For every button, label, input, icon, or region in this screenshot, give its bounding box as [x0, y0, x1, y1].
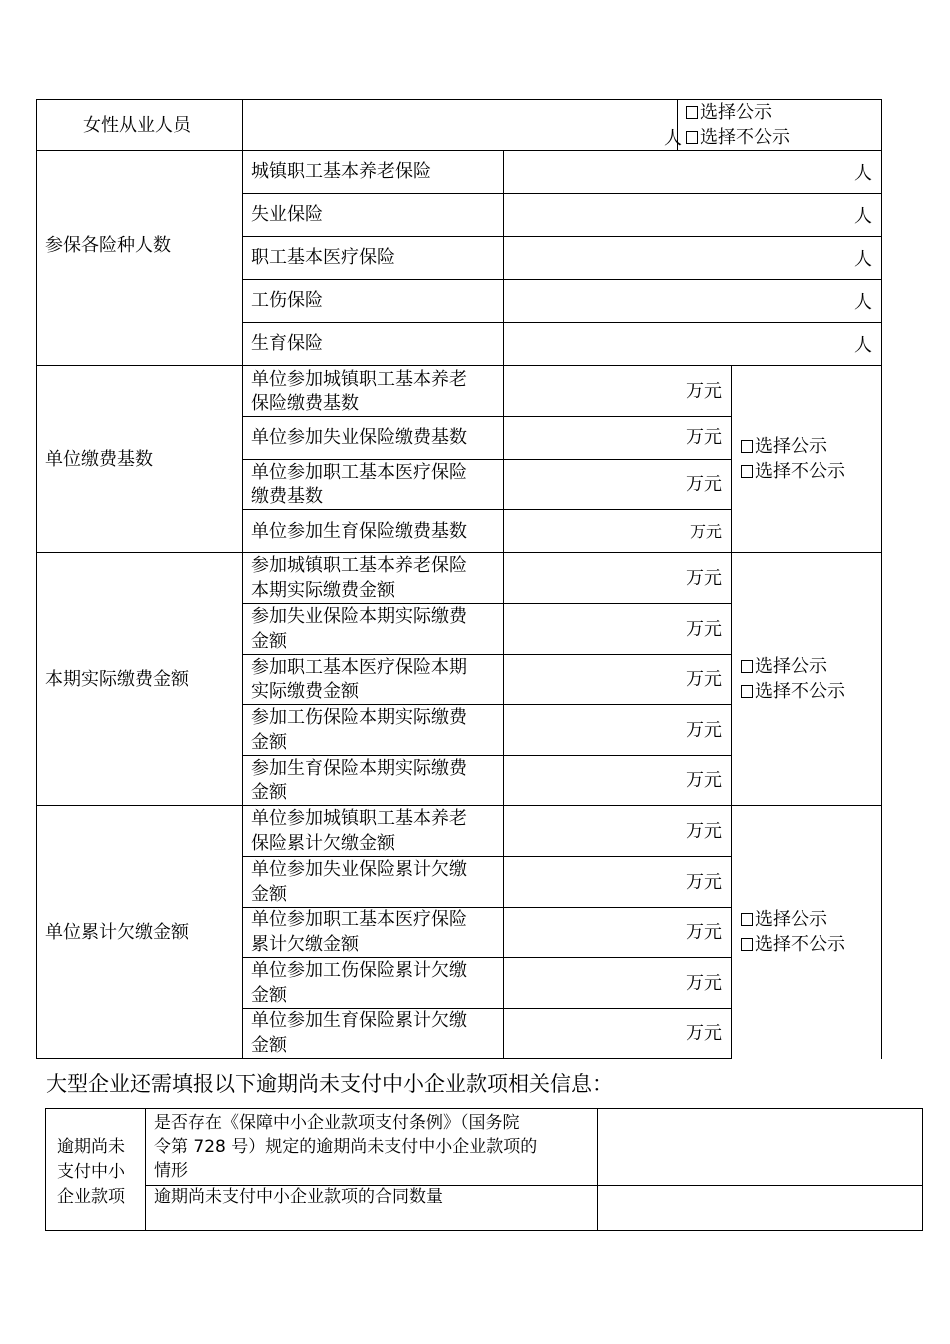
base-row-label-line1: 单位参加失业保险缴费基数	[251, 427, 467, 448]
base-row-label-line1: 单位参加城镇职工基本养老	[251, 369, 467, 390]
checkbox-icon[interactable]	[741, 913, 753, 926]
arrears-option-not-publish[interactable]: 选择不公示	[741, 932, 845, 957]
insured-row-unit: 人	[854, 163, 872, 184]
actual-row-label-line2: 本期实际缴费金额	[251, 580, 395, 601]
arrears-row-label-line2: 保险累计欠缴金额	[251, 833, 395, 854]
base-option-publish[interactable]: 选择公示	[741, 434, 827, 459]
arrears-row-label-line1: 单位参加城镇职工基本养老	[251, 808, 467, 829]
insured-row-label: 职工基本医疗保险	[251, 247, 395, 268]
base-row-unit: 万元	[686, 427, 722, 448]
arrears-row-unit: 万元	[686, 1023, 722, 1044]
arrears-row-label-line1: 单位参加失业保险累计欠缴	[251, 859, 467, 880]
actual-option-not-publish[interactable]: 选择不公示	[741, 679, 845, 704]
actual-row-label-line1: 参加职工基本医疗保险本期	[251, 657, 467, 678]
actual-section-label: 本期实际缴费金额	[45, 669, 189, 690]
arrears-row-label-line1: 单位参加生育保险累计欠缴	[251, 1010, 467, 1031]
overdue-row-question: 情形	[154, 1161, 188, 1181]
base-row-label-line1: 单位参加生育保险缴费基数	[251, 521, 467, 542]
insured-row-unit: 人	[854, 206, 872, 227]
actual-row-label-line1: 参加失业保险本期实际缴费	[251, 606, 467, 627]
overdue-row-contract-count: 逾期尚未支付中小企业款项的合同数量	[154, 1187, 443, 1207]
base-row-unit: 万元	[686, 474, 722, 495]
arrears-row-label-line1: 单位参加工伤保险累计欠缴	[251, 960, 467, 981]
actual-row-label-line1: 参加生育保险本期实际缴费	[251, 758, 467, 779]
actual-row-unit: 万元	[686, 568, 722, 589]
insured-row-label: 城镇职工基本养老保险	[251, 161, 431, 182]
base-section-label: 单位缴费基数	[45, 449, 153, 470]
overdue-section-label: 企业款项	[57, 1187, 125, 1207]
overdue-section-label: 支付中小	[57, 1162, 125, 1182]
checkbox-icon[interactable]	[741, 685, 753, 698]
base-option-not-publish[interactable]: 选择不公示	[741, 459, 845, 484]
overdue-row-question: 令第 728 号）规定的逾期尚未支付中小企业款项的	[154, 1137, 538, 1157]
checkbox-icon[interactable]	[686, 131, 698, 144]
large-enterprise-heading: 大型企业还需填报以下逾期尚未支付中小企业款项相关信息：	[46, 1072, 613, 1096]
base-row-label-line1: 单位参加职工基本医疗保险	[251, 462, 467, 483]
insured-row-label: 生育保险	[251, 333, 323, 354]
actual-row-label-line1: 参加城镇职工基本养老保险	[251, 555, 467, 576]
base-row-unit: 万元	[689, 522, 722, 541]
actual-row-unit: 万元	[686, 770, 722, 791]
female-label: 女性从业人员	[83, 115, 191, 136]
actual-row-unit: 万元	[686, 669, 722, 690]
actual-row-label-line1: 参加工伤保险本期实际缴费	[251, 707, 467, 728]
actual-option-publish[interactable]: 选择公示	[741, 654, 827, 679]
arrears-section-label: 单位累计欠缴金额	[45, 922, 189, 943]
insured-row-unit: 人	[854, 292, 872, 313]
insured-row-unit: 人	[854, 335, 872, 356]
arrears-row-unit: 万元	[686, 872, 722, 893]
checkbox-icon[interactable]	[686, 106, 698, 119]
arrears-row-label-line1: 单位参加职工基本医疗保险	[251, 909, 467, 930]
insured-section-label: 参保各险种人数	[45, 235, 171, 256]
arrears-row-unit: 万元	[686, 922, 722, 943]
base-row-label-line2: 保险缴费基数	[251, 393, 359, 414]
contract-count-field[interactable]	[598, 1186, 922, 1230]
checkbox-icon[interactable]	[741, 660, 753, 673]
base-row-label-line2: 缴费基数	[251, 486, 323, 507]
arrears-row-label-line2: 金额	[251, 1035, 287, 1056]
overdue-section-label: 逾期尚未	[57, 1137, 125, 1157]
actual-row-label-line2: 金额	[251, 631, 287, 652]
female-option-not-publish[interactable]: 选择不公示	[686, 125, 790, 150]
actual-row-label-line2: 金额	[251, 732, 287, 753]
actual-row-label-line2: 金额	[251, 782, 287, 803]
overdue-row-question: 是否存在《保障中小企业款项支付条例》（国务院	[154, 1113, 520, 1133]
actual-row-unit: 万元	[686, 619, 722, 640]
overdue-answer-field[interactable]	[598, 1109, 922, 1185]
arrears-row-label-line2: 金额	[251, 985, 287, 1006]
insured-row-label: 工伤保险	[251, 290, 323, 311]
arrears-row-label-line2: 累计欠缴金额	[251, 934, 359, 955]
base-row-unit: 万元	[686, 381, 722, 402]
female-option-publish[interactable]: 选择公示	[686, 100, 772, 125]
arrears-option-publish[interactable]: 选择公示	[741, 907, 827, 932]
actual-row-label-line2: 实际缴费金额	[251, 681, 359, 702]
arrears-row-unit: 万元	[686, 821, 722, 842]
checkbox-icon[interactable]	[741, 465, 753, 478]
checkbox-icon[interactable]	[741, 938, 753, 951]
female-unit: 人	[664, 128, 682, 149]
arrears-row-unit: 万元	[686, 973, 722, 994]
insured-row-unit: 人	[854, 249, 872, 270]
insured-row-label: 失业保险	[251, 204, 323, 225]
checkbox-icon[interactable]	[741, 440, 753, 453]
arrears-row-label-line2: 金额	[251, 884, 287, 905]
actual-row-unit: 万元	[686, 720, 722, 741]
